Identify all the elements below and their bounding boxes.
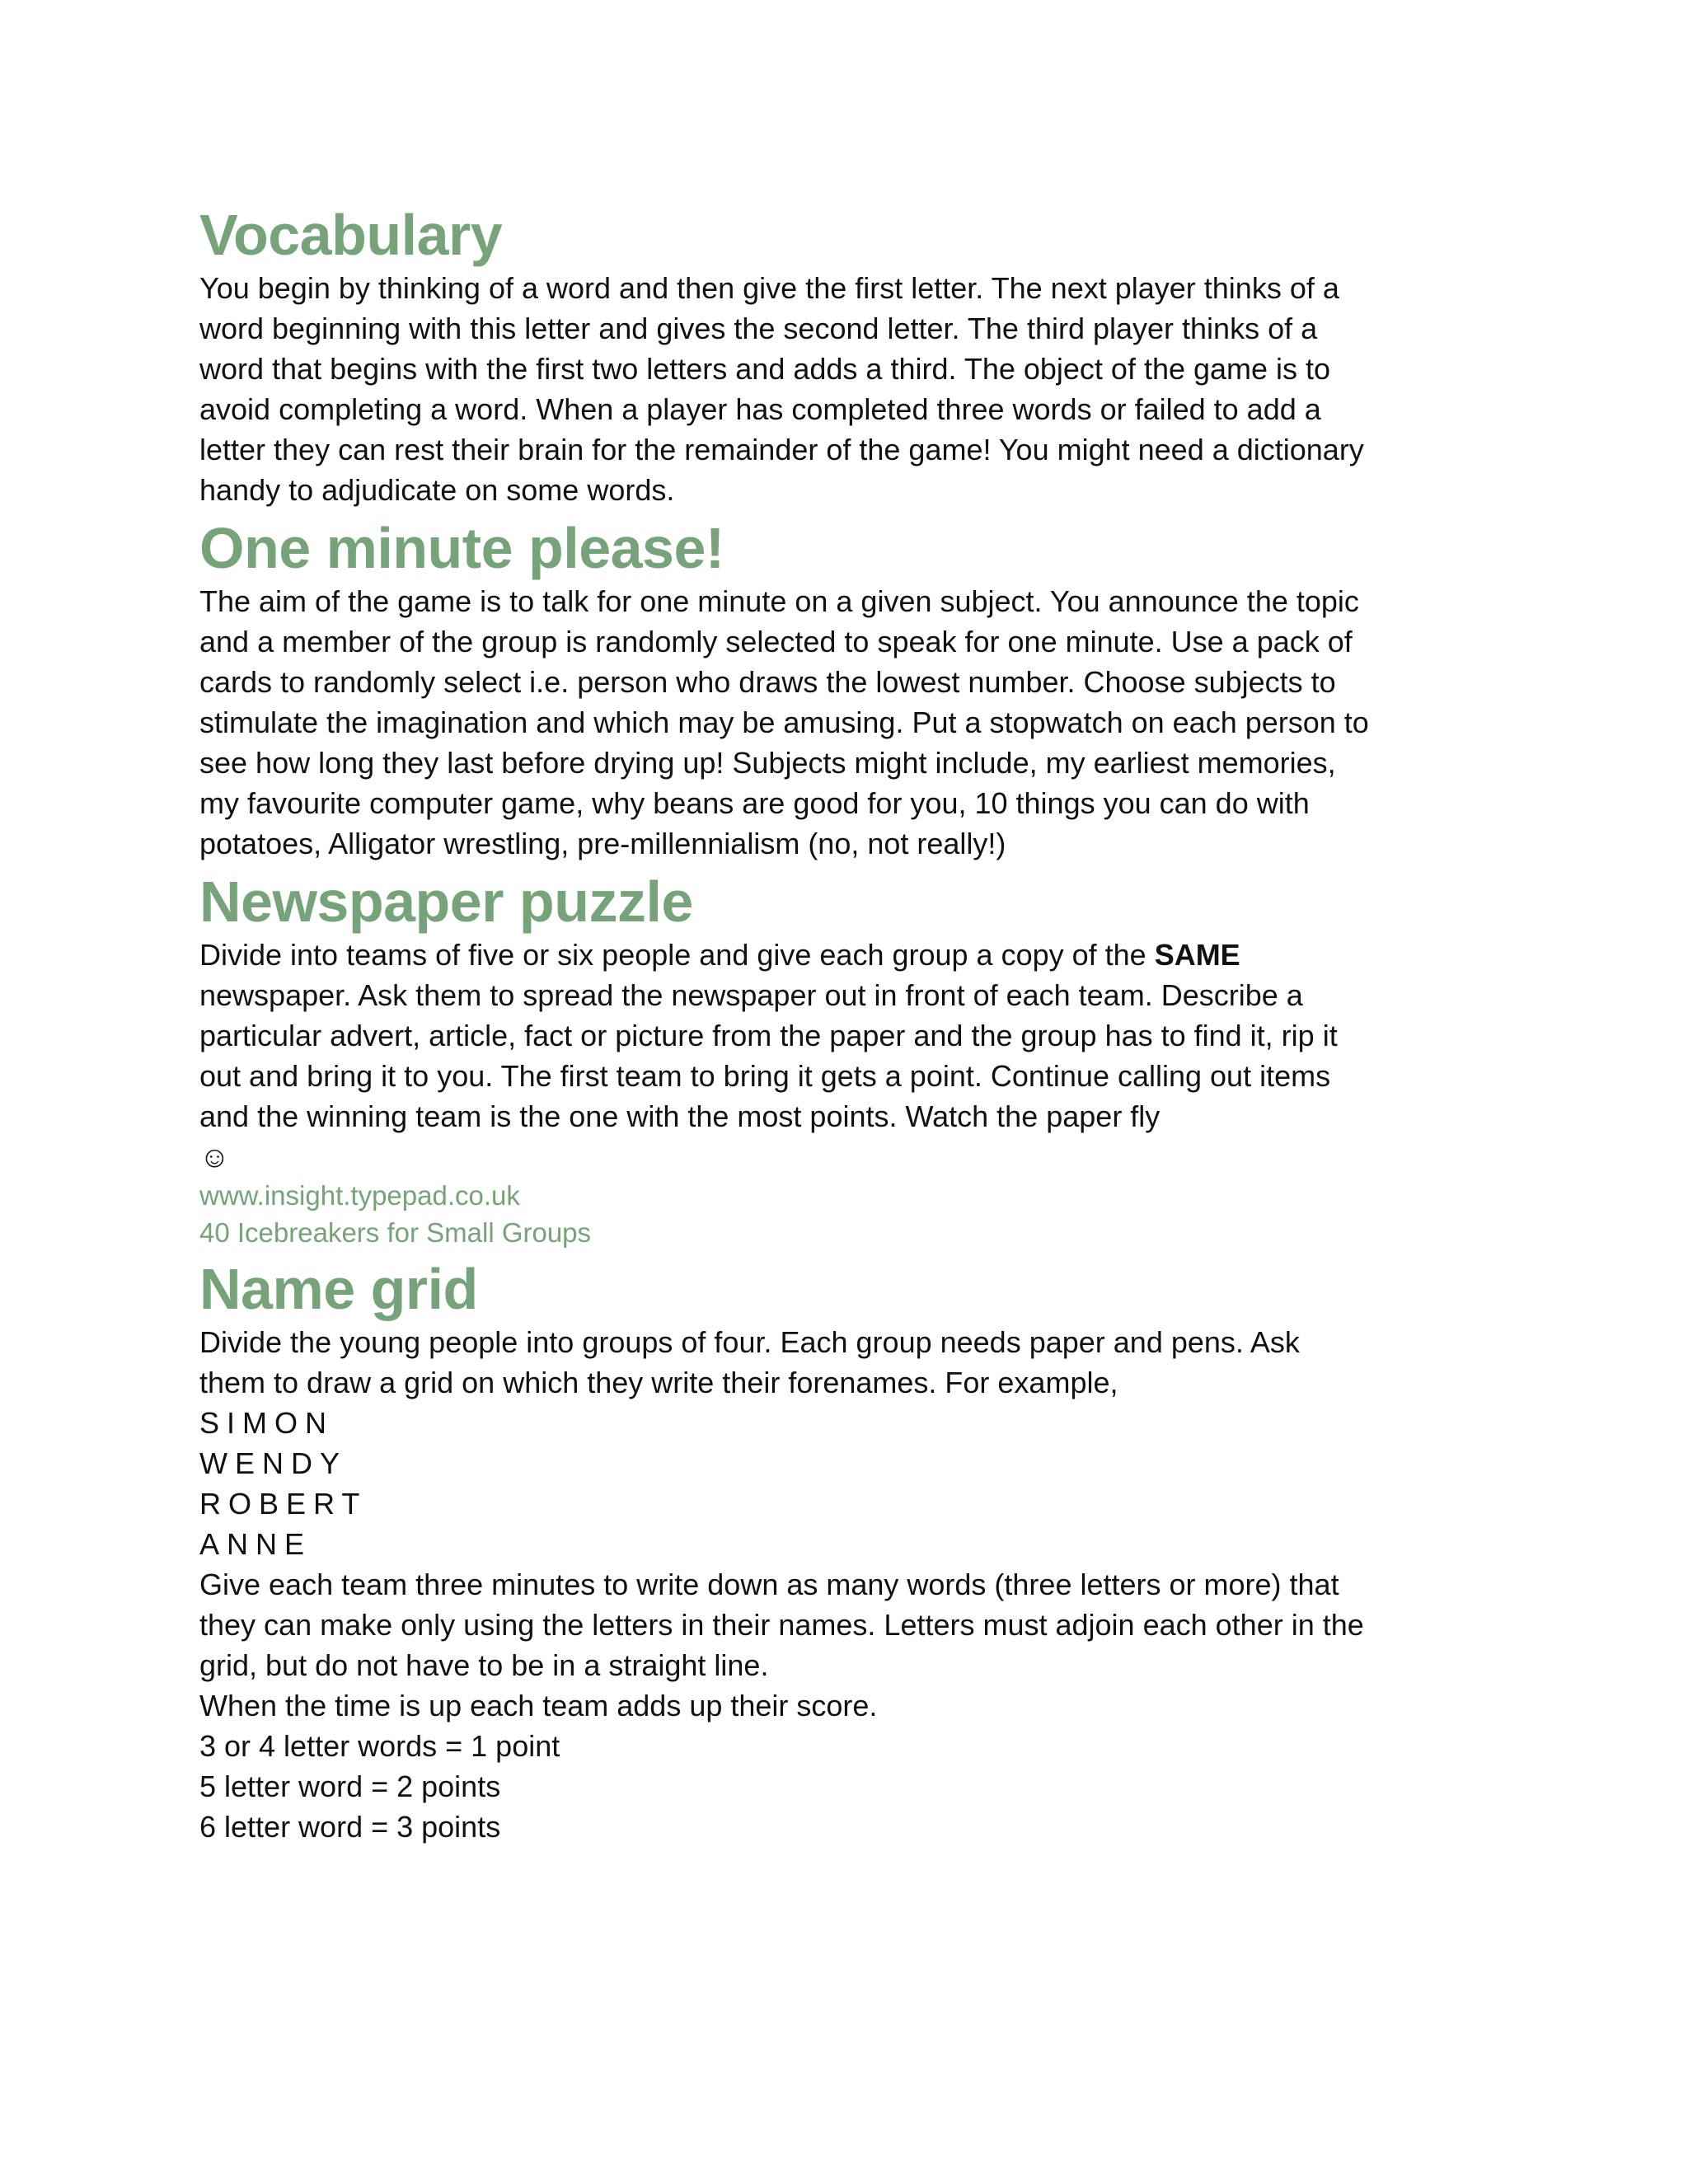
section-title-vocabulary: Vocabulary	[199, 203, 503, 267]
source-url-link[interactable]: www.insight.typepad.co.uk	[199, 1180, 520, 1211]
score-line: 3 or 4 letter words = 1 point	[199, 1729, 560, 1763]
section-body-one-minute: The aim of the game is to talk for one minute on a given subject. You announce the topic and a member of the group is randomly selected to speak for one minute. Use a pack of cards to randomly select i.e. person who draws the lowest number. Choose subjects to stimulate the imagination and which may be amusing. Put a stopwatch on each person to see how long they last before drying up! Subjects might include, my earliest memories, my favourite computer game, why beans are good for you, 10 things you can do with potatoes, Alligator wrestling, pre-millennialism (no, not really!)	[199, 584, 1369, 860]
section-intro-name-grid: Divide the young people into groups of four. Each group needs paper and pens. Ask them to draw a grid on which they write their forenames. For example,	[199, 1325, 1300, 1399]
section-body-newspaper	[199, 935, 1370, 1177]
score-intro: When the time is up each team adds up their score.	[199, 1689, 878, 1722]
section-title-name-grid: Name grid	[199, 1257, 478, 1321]
grid-name-row: ROBERT	[199, 1487, 368, 1521]
section-title-newspaper: Newspaper puzzle	[199, 869, 693, 934]
score-line: 6 letter word = 3 points	[199, 1810, 501, 1844]
score-line: 5 letter word = 2 points	[199, 1769, 501, 1803]
grid-name-row: SIMON	[199, 1406, 335, 1440]
newspaper-text-bold: SAME	[1154, 938, 1240, 972]
section-title-one-minute: One minute please!	[199, 516, 724, 580]
grid-name-row: ANNE	[199, 1527, 312, 1561]
smiley-icon: ☺	[199, 1140, 230, 1174]
newspaper-text-before: Divide into teams of five or six people and give each group a copy of the	[199, 938, 1155, 972]
document-page	[199, 202, 1370, 1847]
section-body-vocabulary: You begin by thinking of a word and then give the first letter. The next player thinks of a word beginning with this letter and gives the second letter. The third player thinks of a word that begins with the first two letters and adds a third. The object of the game is to avoid completing a word. When a player has completed three words or failed to add a letter they can rest their brain for the remainder of the game! You might need a dictionary handy to adjudicate on some words.	[199, 271, 1364, 507]
section-instructions-name-grid: Give each team three minutes to write down as many words (three letters or more) that they can make only using the letters in their names. Letters must adjoin each other in the grid, but do not have to be in a straight line.	[199, 1568, 1364, 1682]
source-title: 40 Icebreakers for Small Groups	[199, 1217, 592, 1248]
newspaper-text-after: newspaper. Ask them to spread the newspaper out in front of each team. Describe a particular advert, article, fact or picture from the paper and the group has to find it, rip it out and bring it to you. The first team to bring it gets a point. Continue calling out items and the winning team is the one with the most points. Watch the paper fly	[199, 978, 1338, 1133]
grid-name-row: WENDY	[199, 1446, 347, 1480]
